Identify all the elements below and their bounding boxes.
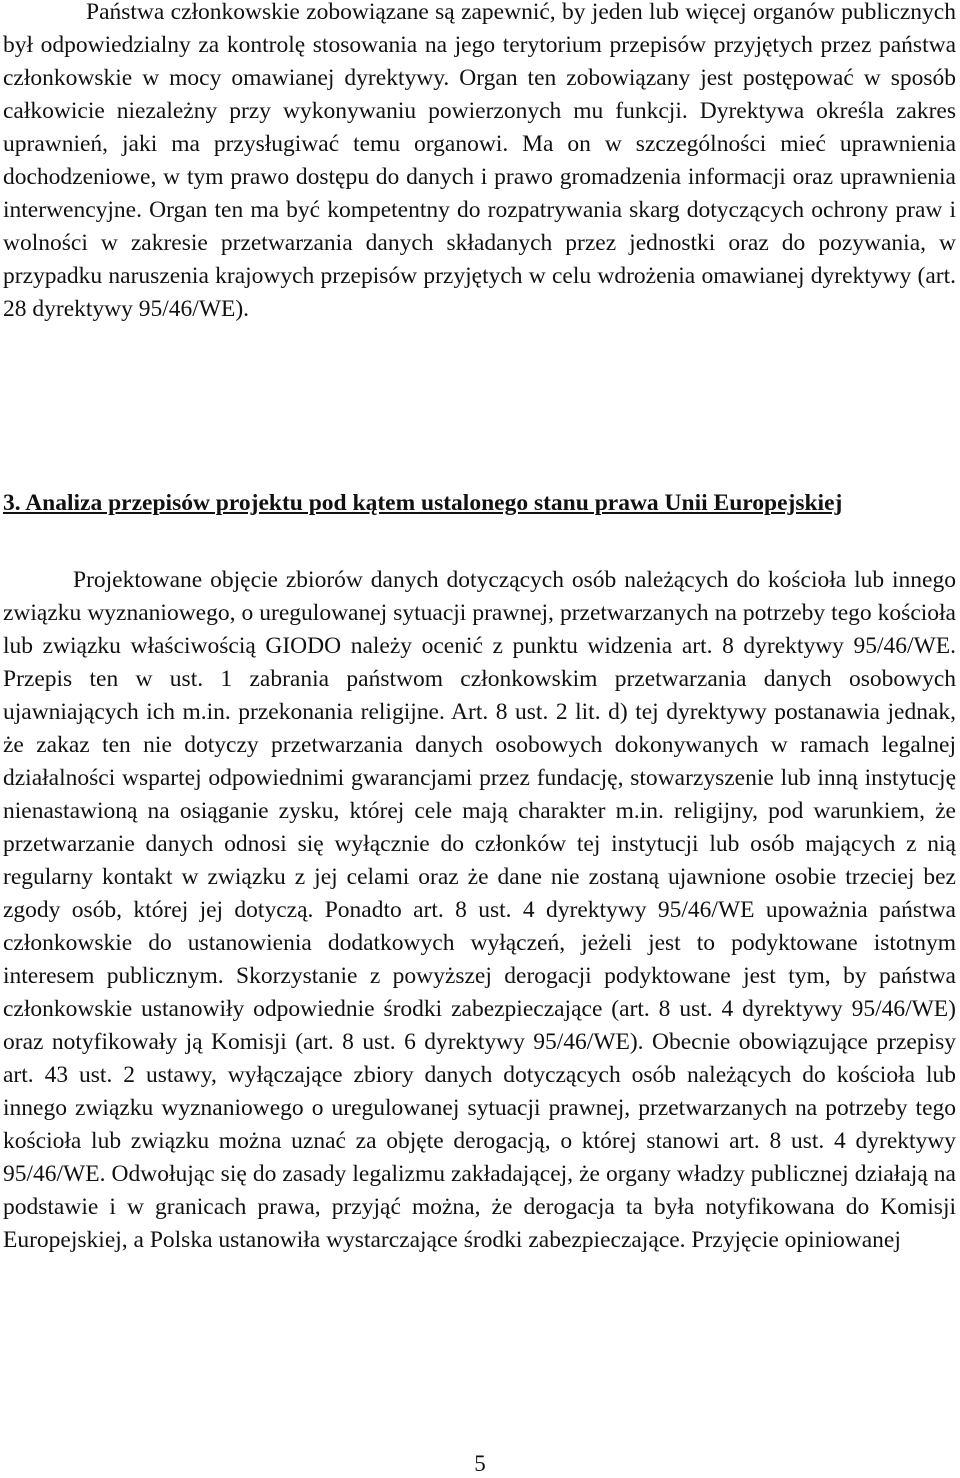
paragraph-supervisory-authority: Państwa członkowskie zobowiązane są zapewnić, by jeden lub więcej organów publicznych był odpowiedzialny za kontrolę stosowania na jego terytorium przepisów przyjętych przez państwa członkowskie w mocy omawianej dyrektywy. Organ ten zobowiązany jest postępować w sposób całkowicie niezależny przy wykonywaniu powierzonych mu funkcji. Dyrektywa określa zakres uprawnień, jaki ma przysługiwać temu organowi. Ma on w szczególności mieć uprawnienia dochodzeniowe, w tym prawo dostępu do danych i prawo gromadzenia informacji oraz uprawnienia interwencyjne. Organ ten ma być kompetentny do rozpatrywania skarg dotyczących ochrony praw i wolności w zakresie przetwarzania danych składanych przez jednostki oraz do pozywania, w przypadku naruszenia krajowych przepisów przyjętych w celu wdrożenia omawianej dyrektywy (art. 28 dyrektywy 95/46/WE). <box>3 0 956 322</box>
paragraph-analysis: Projektowane objęcie zbiorów danych dotyczących osób należących do kościoła lub innego związku wyznaniowego, o uregulowanej sytuacji prawnej, przetwarzanych na potrzeby tego kościoła lub związku właściwością GIODO należy ocenić z punktu widzenia art. 8 dyrektywy 95/46/WE. Przepis ten w ust. 1 zabrania państwom członkowskim przetwarzania danych osobowych ujawniających ich m.in. przekonania religijne. Art. 8 ust. 2 lit. d) tej dyrektywy postanawia jednak, że zakaz ten nie dotyczy przetwarzania danych osobowych dokonywanych w ramach legalnej działalności wspartej odpowiednimi gwarancjami przez fundację, stowarzyszenie lub inną instytucję nienastawioną na osiąganie zysku, której cele mają charakter m.in. religijny, pod warunkiem, że przetwarzanie danych odnosi się wyłącznie do członków tej instytucji lub osób mających z nią regularny kontakt w związku z jej celami oraz że dane nie zostaną ujawnione osobie trzeciej bez zgody osób, której jej dotyczą. Ponadto art. 8 ust. 4 dyrektywy 95/46/WE upoważnia państwa członkowskie do ustanowienia dodatkowych wyłączeń, jeżeli jest to podyktowane istotnym interesem publicznym. Skorzystanie z powyższej derogacji podyktowane jest tym, by państwa członkowskie ustanowiły odpowiednie środki zabezpieczające (art. 8 ust. 4 dyrektywy 95/46/WE) oraz notyfikowały ją Komisji (art. 8 ust. 6 dyrektywy 95/46/WE). Obecnie obowiązujące przepisy art. 43 ust. 2 ustawy, wyłączające zbiory danych dotyczących osób należących do kościoła lub innego związku wyznaniowego o uregulowanej sytuacji prawnej, przetwarzanych na potrzeby tego kościoła lub związku można uznać za objęte derogacją, o której stanowi art. 8 ust. 4 dyrektywy 95/46/WE. Odwołując się do zasady legalizmu zakładającej, że organy władzy publicznej działają na podstawie i w granicach prawa, przyjąć można, że derogacja ta była notyfikowana do Komisji Europejskiej, a Polska ustanowiła wystarczające środki zabezpieczające. Przyjęcie opiniowanej <box>3 567 956 1253</box>
page-number: 5 <box>474 1451 486 1476</box>
section-heading: 3. Analiza przepisów projektu pod kątem ustalonego stanu prawa Unii Europejskiej <box>3 490 843 516</box>
